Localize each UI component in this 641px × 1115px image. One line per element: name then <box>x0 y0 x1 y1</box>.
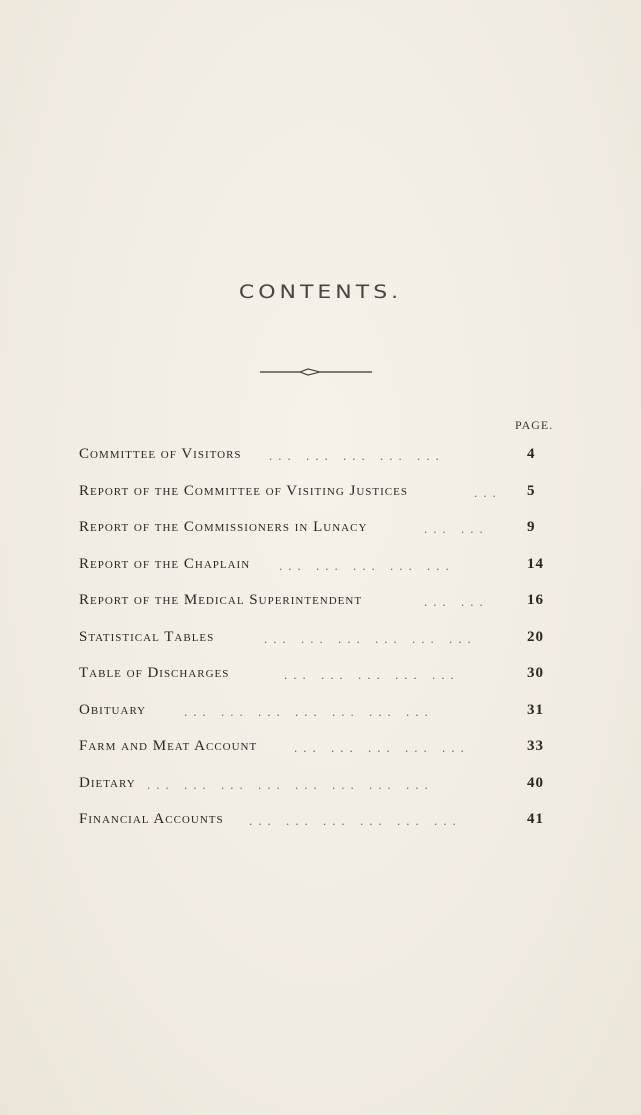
toc-leader-dots: ... ... <box>424 521 489 536</box>
toc-entry <box>79 446 549 483</box>
toc-entry <box>79 556 549 593</box>
toc-entry-label: Dietary <box>79 774 136 791</box>
toc-entry-page: 33 <box>527 738 544 754</box>
toc-entry <box>79 665 549 702</box>
toc-entry-label: Report of the Medical Superintendent <box>79 592 363 608</box>
toc-entry <box>79 775 549 812</box>
table-of-contents <box>79 446 549 848</box>
toc-entry-label: Report of the Chaplain <box>79 555 251 572</box>
toc-entry-label: Obituary <box>79 701 147 718</box>
page-column-label: PAGE. <box>515 418 554 432</box>
ornamental-rule <box>260 367 372 377</box>
toc-entry-page: 4 <box>527 446 536 462</box>
toc-leader-dots: ... ... ... ... ... <box>294 740 470 755</box>
toc-leader-dots: ... ... ... ... ... ... <box>264 630 477 646</box>
toc-entry-page: 31 <box>527 701 544 718</box>
toc-leader-dots: ... ... ... ... ... <box>279 557 455 573</box>
toc-entry-label: Report of the Committee of Visiting Justices <box>79 482 408 499</box>
page-title: CONTENTS. <box>238 281 403 304</box>
toc-leader-dots: ... ... ... ... ... ... <box>249 813 462 828</box>
toc-entry-page: 16 <box>527 592 544 608</box>
toc-entry-page: 5 <box>527 482 536 499</box>
toc-entry-page: 40 <box>527 774 544 791</box>
toc-entry <box>79 811 549 848</box>
toc-leader-dots: ... ... ... ... ... <box>284 667 460 682</box>
toc-entry-page: 41 <box>527 811 544 827</box>
toc-entry-label: Farm and Meat Account <box>79 738 258 754</box>
toc-entry <box>79 738 549 775</box>
toc-entry-page: 9 <box>527 519 536 535</box>
toc-entry-page: 30 <box>527 665 544 681</box>
toc-leader-dots: ... ... ... ... ... ... ... <box>184 703 434 719</box>
toc-entry <box>79 702 549 739</box>
toc-leader-dots: ... <box>474 484 502 500</box>
toc-leader-dots: ... ... <box>424 594 489 609</box>
toc-leader-dots: ... ... ... ... ... ... ... ... <box>147 776 434 792</box>
toc-entry <box>79 519 549 556</box>
toc-entry <box>79 629 549 666</box>
toc-entry-page: 20 <box>527 628 544 645</box>
toc-entry-label: Table of Discharges <box>79 665 230 681</box>
toc-entry <box>79 483 549 520</box>
toc-entry-label: Committee of Visitors <box>79 446 242 462</box>
toc-entry-label: Report of the Commissioners in Lunacy <box>79 519 368 535</box>
toc-entry-label: Financial Accounts <box>79 811 224 827</box>
toc-entry-page: 14 <box>527 555 544 572</box>
toc-entry-label: Statistical Tables <box>79 628 215 645</box>
toc-leader-dots: ... ... ... ... ... <box>269 448 445 463</box>
toc-entry <box>79 592 549 629</box>
